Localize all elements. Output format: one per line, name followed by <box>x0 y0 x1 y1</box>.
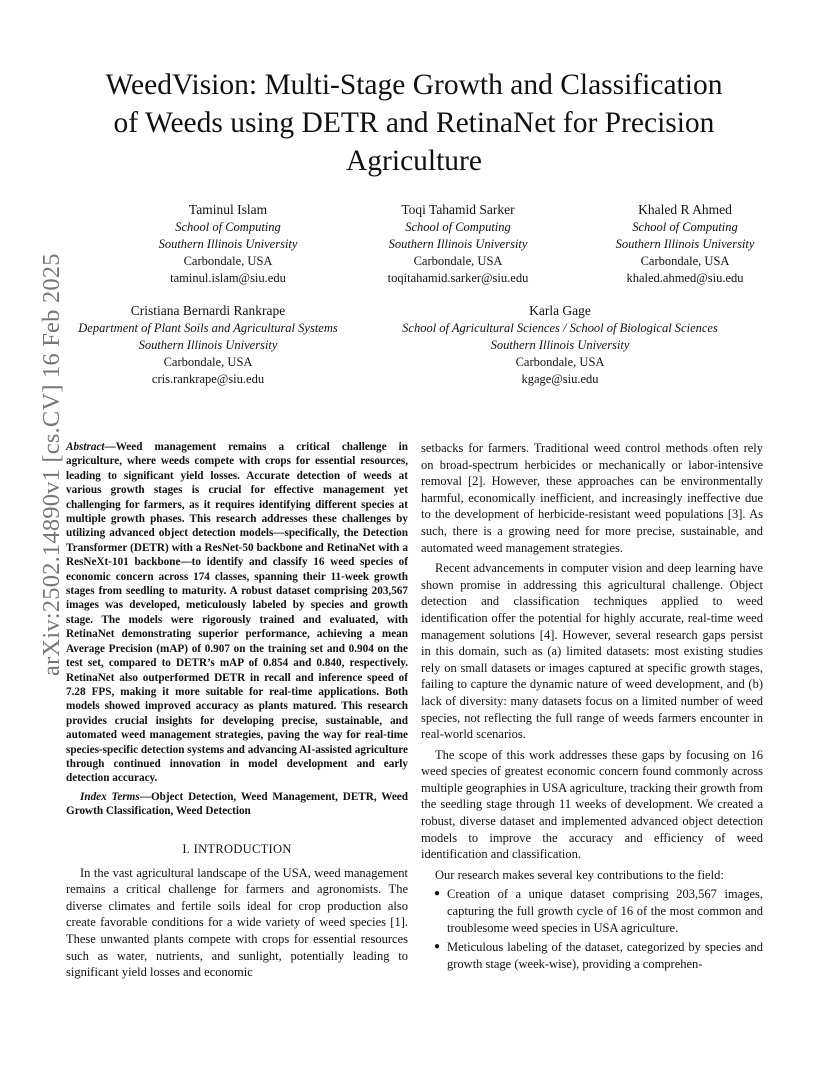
author-block <box>565 201 805 287</box>
author-email: taminul.islam@siu.edu <box>170 271 286 285</box>
author-affiliation: School of Computing <box>632 220 738 234</box>
author-email: cris.rankrape@siu.edu <box>151 372 265 386</box>
list-item <box>434 939 763 972</box>
title-line: of Weeds using DETR and RetinaNet for Precision <box>113 107 715 139</box>
paragraph: The scope of this work addresses these gaps by focusing on 16 weed species of greatest economic concern found commonly across multiple geographies in USA agriculture, tracking their growth from the seedling stage through 11 weeks of development. We created a robust, diverse dataset and implemented advanced object detection models to improve the accuracy and efficiency of weed identification and classification. <box>421 747 763 862</box>
author-name: Toqi Tahamid Sarker <box>401 202 515 217</box>
author-institution: Southern Illinois University <box>615 237 755 251</box>
author-institution: Southern Illinois University <box>388 237 528 251</box>
title-line: Agriculture <box>346 145 482 177</box>
author-affiliation: School of Computing <box>175 220 281 234</box>
paragraph: Recent advancements in computer vision and deep learning have shown promise in addressing this agricultural challenge. Object detection and classification techniques applied to weed identification offer the potential for highly accurate, real-time weed management solutions [4]. However, several research gaps persist in this domain, such as (a) limited datasets: most existing studies rely on small datasets or images captured at specific growth stages, failing to capture the dynamic nature of weed development, and (b) lack of diversity: many datasets focus on a limited number of weed species, not reflecting the full range of weeds farmers encounter in real-world scenarios. <box>421 561 763 742</box>
author-institution: Southern Illinois University <box>138 338 278 352</box>
author-location: Carbondale, USA <box>183 254 273 268</box>
author-affiliation: School of Agricultural Sciences / School of Biological Sciences <box>402 321 718 335</box>
author-name: Taminul Islam <box>188 202 268 217</box>
author-name: Cristiana Bernardi Rankrape <box>130 303 286 318</box>
intro-body-left <box>66 865 408 981</box>
author-affiliation: School of Computing <box>405 220 511 234</box>
paragraph: In the vast agricultural landscape of the USA, weed management remains a critical challenge for farmers and agronomists. The diverse climates and fertile soils ideal for crop production also create favorable conditions for a wide variety of weed species [1]. These unwanted plants compete with crops for essential resources such as water, nutrients, and sunlight, potentially leading to significant yield losses and economic <box>66 865 408 980</box>
author-block <box>58 302 358 388</box>
bullet-icon: ● <box>434 888 441 900</box>
index-terms <box>66 790 408 819</box>
author-affiliation: Department of Plant Soils and Agricultural Systems <box>78 321 338 335</box>
author-name: Khaled R Ahmed <box>638 202 732 217</box>
title-line: WeedVision: Multi-Stage Growth and Classification <box>105 69 723 101</box>
bullet-icon: ● <box>434 941 441 953</box>
arxiv-stamp: arXiv:2502.14890v1 [cs.CV] 16 Feb 2025 <box>38 253 65 676</box>
author-location: Carbondale, USA <box>640 254 730 268</box>
author-block <box>108 201 348 287</box>
index-terms-text: —Object Detection, Weed Management, DETR, Weed Growth Classification, Weed Detection <box>66 790 408 818</box>
author-block <box>338 201 578 287</box>
list-item-text: Meticulous labeling of the dataset, categorized by species and growth stage (week-wise), providing a comprehen- <box>447 940 763 971</box>
author-name: Karla Gage <box>529 303 591 318</box>
intro-body-right <box>421 440 763 883</box>
contribution-list <box>421 886 763 972</box>
author-institution: Southern Illinois University <box>490 338 630 352</box>
list-item-text: Creation of a unique dataset comprising 203,567 images, capturing the full growth cycle of 16 of the most common and troublesome weed species in USA agriculture. <box>447 887 763 935</box>
right-column <box>421 440 763 975</box>
abstract-label: Abstract <box>66 441 105 453</box>
author-email: kgage@siu.edu <box>521 372 599 386</box>
author-email: toqitahamid.sarker@siu.edu <box>387 271 529 285</box>
section-heading: I. INTRODUCTION <box>182 841 292 856</box>
index-terms-label: Index Terms <box>80 790 140 803</box>
list-item <box>434 886 763 936</box>
author-location: Carbondale, USA <box>413 254 503 268</box>
paper-title <box>40 66 788 180</box>
author-block <box>372 302 748 388</box>
abstract-text: —Weed management remains a critical challenge in agriculture, where weeds compete with crops for essential resources, leading to significant yield losses. Accurate detection of weeds at various growth stages is crucial for effective management yet challenging for farmers, as it requires identifying different species at multiple growth phases. This research addresses these challenges by utilizing advanced object detection models—specifically, the Detection Transformer (DETR) with a ResNet-50 backbone and RetinaNet with a ResNeXt-101 backbone—to identify and classify 16 weed species of economic concern across 174 classes, spanning their 11-week growth stages from seedling to maturity. A robust dataset comprising 203,567 images was developed, meticulously labeled by species and growth stage. The models were rigorously trained and evaluated, with RetinaNet demonstrating superior performance, achieving a mean Average Precision (mAP) of 0.907 on the training set and 0.904 on the test set, compared to DETR’s mAP of 0.854 and 0.840, respectively. RetinaNet also outperformed DETR in recall and inference speed of 7.28 FPS, making it more suitable for real-time applications. Both models showed improved accuracy as plants matured. This research provides crucial insights for developing precise, sustainable, and automated weed management strategies, paving the way for real-time species-specific detection systems and advancing AI-assisted agriculture through continued innovation in model development and early detection accuracy. <box>66 441 408 785</box>
left-column <box>66 440 408 981</box>
author-location: Carbondale, USA <box>515 355 605 369</box>
paragraph: setbacks for farmers. Traditional weed control methods often rely on broad-spectrum herbicides or mechanically or labor-intensive removal [2]. However, these approaches can be environmentally harmful, economically inefficient, and increasingly ineffective due to the development of herbicide-resistant weed populations [3]. As such, there is a growing need for more precise, sustainable, and automated weed management strategies. <box>421 441 763 555</box>
author-email: khaled.ahmed@siu.edu <box>626 271 744 285</box>
abstract <box>66 440 408 786</box>
paragraph: Our research makes several key contributions to the field: <box>435 867 724 882</box>
author-location: Carbondale, USA <box>163 355 253 369</box>
author-institution: Southern Illinois University <box>158 237 298 251</box>
